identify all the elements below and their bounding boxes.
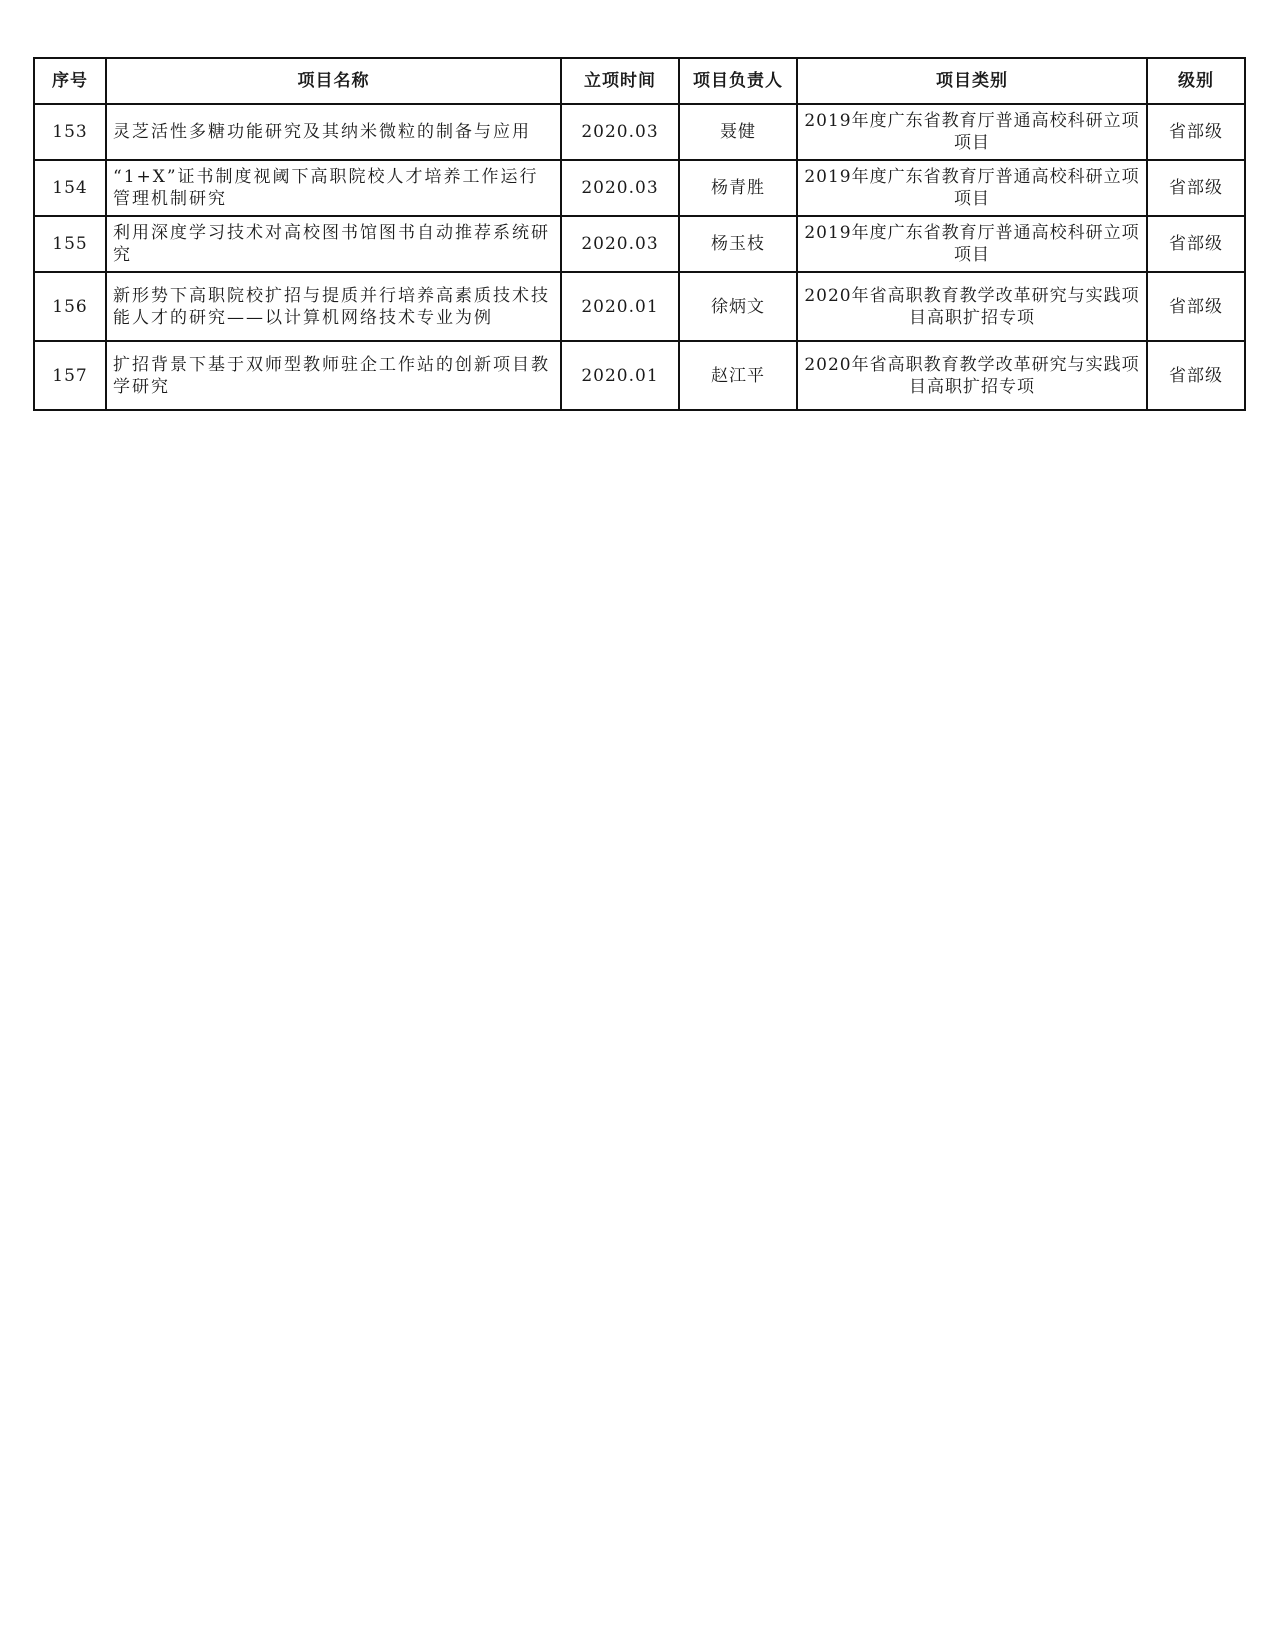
cell-project-name: “1+X”证书制度视阈下高职院校人才培养工作运行管理机制研究 (106, 160, 561, 216)
cell-project-leader: 杨玉枝 (679, 216, 797, 272)
header-approval-date: 立项时间 (561, 58, 679, 104)
cell-project-category: 2019年度广东省教育厅普通高校科研立项项目 (797, 216, 1147, 272)
cell-project-name: 新形势下高职院校扩招与提质并行培养高素质技术技能人才的研究——以计算机网络技术专业为例 (106, 272, 561, 341)
cell-seq: 153 (34, 104, 106, 160)
cell-project-leader: 徐炳文 (679, 272, 797, 341)
cell-seq: 157 (34, 341, 106, 410)
table-header-row (34, 58, 1245, 104)
cell-approval-date: 2020.01 (561, 341, 679, 410)
header-project-name: 项目名称 (106, 58, 561, 104)
cell-project-leader: 聂健 (679, 104, 797, 160)
cell-level: 省部级 (1147, 104, 1245, 160)
cell-level: 省部级 (1147, 341, 1245, 410)
table-row (34, 272, 1245, 341)
cell-level: 省部级 (1147, 160, 1245, 216)
cell-project-leader: 赵江平 (679, 341, 797, 410)
cell-project-category: 2020年省高职教育教学改革研究与实践项目高职扩招专项 (797, 272, 1147, 341)
cell-approval-date: 2020.03 (561, 216, 679, 272)
cell-seq: 155 (34, 216, 106, 272)
project-list-sheet (33, 57, 1244, 411)
cell-level: 省部级 (1147, 216, 1245, 272)
cell-approval-date: 2020.03 (561, 160, 679, 216)
cell-project-name: 扩招背景下基于双师型教师驻企工作站的创新项目教学研究 (106, 341, 561, 410)
table-row (34, 341, 1245, 410)
project-table (33, 57, 1246, 411)
cell-project-name: 利用深度学习技术对高校图书馆图书自动推荐系统研究 (106, 216, 561, 272)
header-seq: 序号 (34, 58, 106, 104)
cell-approval-date: 2020.03 (561, 104, 679, 160)
cell-level: 省部级 (1147, 272, 1245, 341)
table-row (34, 104, 1245, 160)
cell-seq: 154 (34, 160, 106, 216)
cell-project-name: 灵芝活性多糖功能研究及其纳米微粒的制备与应用 (106, 104, 561, 160)
cell-approval-date: 2020.01 (561, 272, 679, 341)
header-level: 级别 (1147, 58, 1245, 104)
cell-project-category: 2020年省高职教育教学改革研究与实践项目高职扩招专项 (797, 341, 1147, 410)
cell-project-category: 2019年度广东省教育厅普通高校科研立项项目 (797, 160, 1147, 216)
header-project-category: 项目类别 (797, 58, 1147, 104)
cell-project-category: 2019年度广东省教育厅普通高校科研立项项目 (797, 104, 1147, 160)
header-project-leader: 项目负责人 (679, 58, 797, 104)
cell-seq: 156 (34, 272, 106, 341)
table-row (34, 216, 1245, 272)
table-row (34, 160, 1245, 216)
cell-project-leader: 杨青胜 (679, 160, 797, 216)
